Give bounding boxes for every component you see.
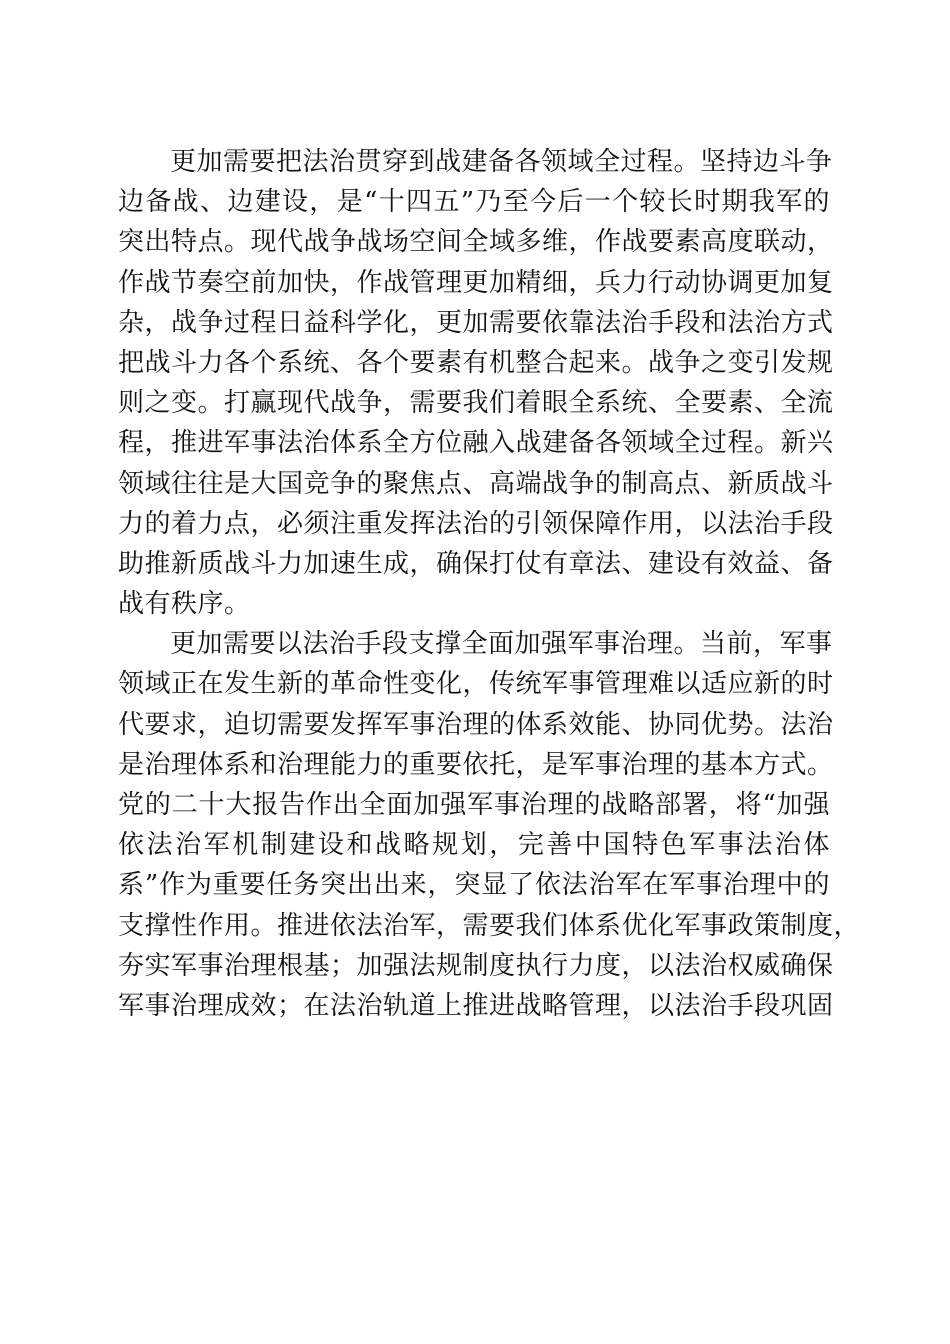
text-line: 作战节奏空前加快，作战管理更加精细，兵力行动协调更加复 xyxy=(118,267,834,298)
text-line: 依法治军机制建设和战略规划，完善中国特色军事法治体 xyxy=(118,830,830,861)
text-line: 边备战、边建设，是“十四五”乃至今后一个较长时期我军的 xyxy=(118,187,830,218)
text-line: 领域正在发生新的革命性变化，传统军事管理难以适应新的时 xyxy=(118,669,834,700)
text-line: 更加需要以法治手段支撑全面加强军事治理。当前，军事 xyxy=(170,629,833,660)
text-line: 系”作为重要任务突出出来，突显了依法治军在军事治理中的 xyxy=(118,870,830,901)
text-line: 战有秩序。 xyxy=(118,589,251,620)
text-line: 助推新质战斗力加速生成，确保打仗有章法、建设有效益、备 xyxy=(118,548,834,579)
text-line: 杂，战争过程日益科学化，更加需要依靠法治手段和法治方式 xyxy=(118,307,834,338)
text-line: 把战斗力各个系统、各个要素有机整合起来。战争之变引发规 xyxy=(118,347,834,378)
text-line: 代要求，迫切需要发挥军事治理的体系效能、协同优势。法治 xyxy=(118,709,834,740)
text-line: 突出特点。现代战争战场空间全域多维，作战要素高度联动， xyxy=(118,227,834,258)
text-line: 夯实军事治理根基；加强法规制度执行力度，以法治权威确保 xyxy=(118,950,834,981)
paragraph-2 xyxy=(118,624,861,1026)
text-line: 党的二十大报告作出全面加强军事治理的战略部署，将“加强 xyxy=(118,790,830,820)
text-line: 则之变。打赢现代战争，需要我们着眼全系统、全要素、全流 xyxy=(118,388,834,419)
text-line: 是治理体系和治理能力的重要依托，是军事治理的基本方式。 xyxy=(118,749,834,780)
text-line: 支撑性作用。推进依法治军，需要我们体系优化军事政策制度， xyxy=(118,910,861,941)
text-line: 程，推进军事法治体系全方位融入战建备各领域全过程。新兴 xyxy=(118,428,834,459)
paragraph-1 xyxy=(118,142,834,624)
document-body xyxy=(118,142,861,1026)
text-line: 力的着力点，必须注重发挥法治的引领保障作用，以法治手段 xyxy=(118,508,834,539)
text-line: 领域往往是大国竞争的聚焦点、高端战争的制高点、新质战斗 xyxy=(118,468,834,499)
text-line: 军事治理成效；在法治轨道上推进战略管理，以法治手段巩固 xyxy=(118,990,834,1021)
text-line: 更加需要把法治贯穿到战建备各领域全过程。坚持边斗争 xyxy=(170,147,833,177)
